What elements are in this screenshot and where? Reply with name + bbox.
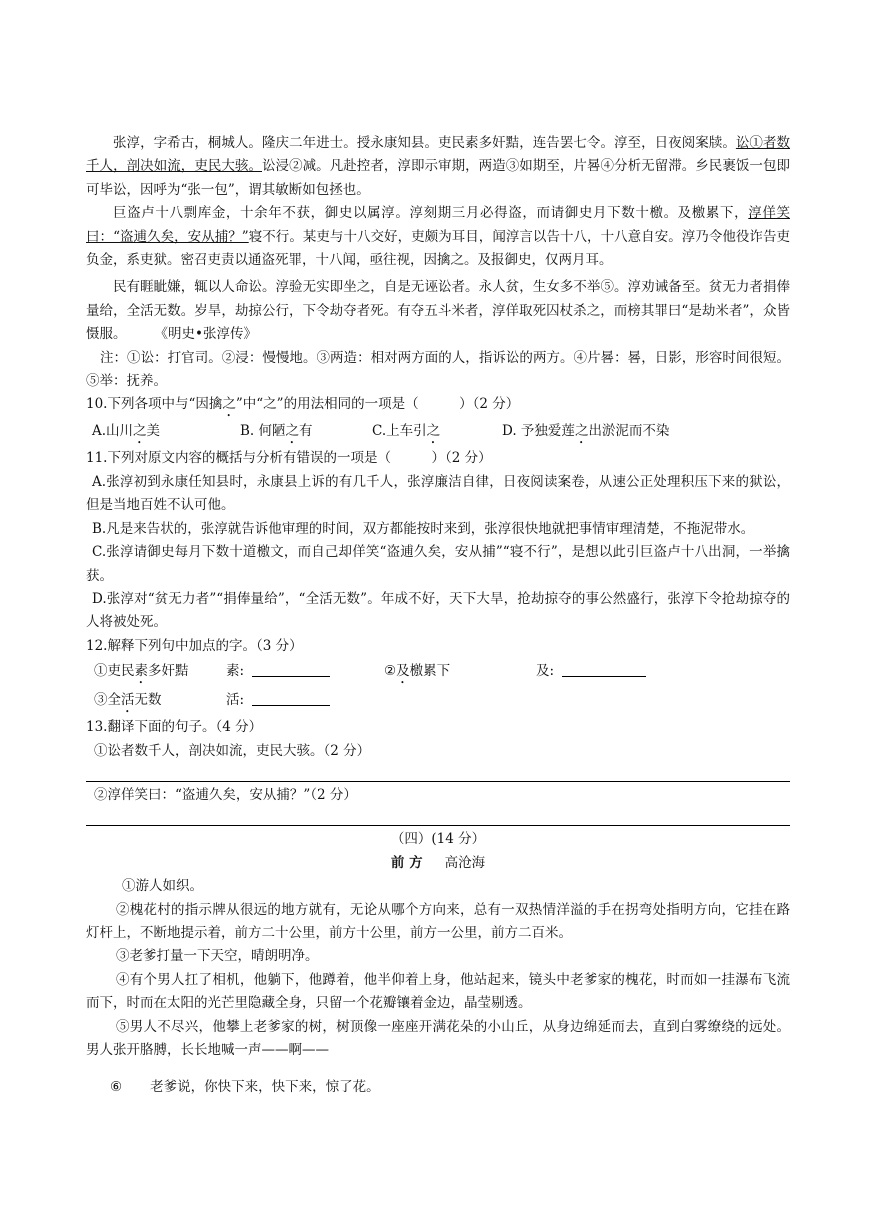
article-paragraph-6-number: ⑥ (110, 1079, 123, 1096)
article-title: 前 方 (390, 854, 423, 871)
q10-option-a: A.山川之美 (92, 423, 161, 440)
article-author: 高沧海 (444, 854, 486, 871)
q11-option-c: C.张淳请御史每月下数十道檄文，而自己却佯笑“盗逋久矣，安从捕”“寝不行”，是想以此引巨盗卢十八出洞，一举擒获。 (86, 544, 790, 584)
q10-option-d: D. 予独爱莲之出淤泥而不染 (502, 423, 670, 440)
underlined-sentence-2: 淳佯笑曰：“盗逋久矣，安从捕？” (86, 205, 790, 245)
question-10-stem: 10.下列各项中与“因擒之”中“之”的用法相同的一项是（ ）（2 分） (86, 396, 520, 413)
q12-answer-blank-3[interactable] (252, 691, 330, 706)
article-paragraph-6 (110, 1076, 790, 1099)
q12-row-1 (94, 658, 790, 687)
q12-item-1-label: 素: (226, 663, 245, 680)
question-13-stem: 13.翻译下面的句子。（4 分） (86, 719, 263, 736)
passage-source: 《明史•张淳传》 (154, 326, 257, 343)
article-paragraph-1: ①游人如织。 (122, 878, 203, 895)
article-paragraph-3: ③老爹打量一下天空，晴朗明净。 (116, 948, 319, 965)
q13-answer-line-2[interactable] (86, 825, 790, 826)
q12-answer-blank-1[interactable] (252, 662, 330, 677)
q10-option-c: C.上车引之 (372, 423, 441, 440)
q13-sentence-2: ②淳佯笑曰：“盗逋久矣，安从捕？”（2 分） (94, 786, 357, 803)
q13-sentence-1: ①讼者数千人，剖决如流，吏民大骇。（2 分） (94, 742, 371, 759)
q12-item-1: ①吏民素多奸黠 (94, 663, 189, 680)
q11-option-d: D.张淳对“贫无力者”“捐俸量给”，“全活无数”。年成不好，天下大旱，抢劫掠夺的事公然盛行，张淳下令抢劫掠夺的人将被处死。 (86, 590, 790, 631)
question-10-options (92, 420, 790, 447)
passage-paragraph-1: 张淳，字希古，桐城人。隆庆二年进士。授永康知县。吏民素多奸黠，连告罢七令。淳至，日夜阅案牍。讼①者数千人，剖决如流，吏民大骇。讼浸②减。凡赴控者，淳即示审期，两造③如期至，片晷④分析无留滞。乡民裹饭一包即可毕讼，因呼为“张一包”，谓其敏断如包拯也。 (86, 135, 791, 198)
q13-answer-line-1[interactable] (86, 781, 790, 782)
section-4-header: （四）(14 分） (390, 831, 486, 848)
q12-item-2: ②及檄累下 (384, 663, 451, 680)
article-paragraph-4: ④有个男人扛了相机，他躺下，他蹲着，他半仰着上身，他站起来，镜头中老爹家的槐花，时而如一挂瀑布飞流而下，时而在太阳的光芒里隐藏全身，只留一个花瓣镶着金边，晶莹剔透。 (86, 971, 790, 1012)
q12-row-2 (94, 687, 790, 716)
q12-answer-blank-2[interactable] (562, 662, 646, 677)
q12-item-3: ③全活无数 (94, 692, 162, 709)
passage-notes: 注：①讼：打官司。②浸：慢慢地。③两造：相对两方面的人，指诉讼的两方。④片晷：晷，日影，形容时间很短。⑤举：抚养。 (86, 349, 790, 390)
passage-paragraph-3: 民有睚眦嫌，辄以人命讼。淳验无实即坐之，自是无诬讼者。永人贫，生女多不举⑤。淳劝诫备至。贫无力者捐俸量给，全活无数。岁旱，劫掠公行，下令劫夺者死。有夺五斗米者，淳佯取死囚杖杀之，而榜其罪曰“是劫米者”，众皆慑服。 《明史•张淳传》 (86, 279, 790, 343)
article-heading (86, 852, 790, 875)
article-paragraph-6-text: 老爹说，你快下来，快下来，惊了花。 (150, 1079, 380, 1096)
underlined-sentence-1: 讼①者数千人，剖决如流，吏民大骇。 (86, 135, 791, 175)
question-12-stem: 12.解释下列句中加点的字。（3 分） (86, 637, 303, 654)
q11-option-a: A.张淳初到永康任知县时，永康县上诉的有几千人，张淳廉洁自律，日夜阅读案卷，从速公正处理积压下来的狱讼，但是当地百姓不认可他。 (86, 473, 790, 514)
question-11-stem: 11.下列对原文内容的概括与分析有错误的一项是（ ）（2 分） (86, 450, 492, 467)
article-paragraph-5: ⑤男人不尽兴，他攀上老爹家的树，树顶像一座座开满花朵的小山丘，从身边绵延而去，直到白雾缭绕的远处。男人张开胳膊，长长地喊一声——啊—— (86, 1018, 790, 1058)
exam-page (86, 132, 790, 1100)
q12-item-3-label: 活: (226, 692, 245, 709)
q10-option-b: B. 何陋之有 (240, 423, 313, 440)
article-paragraph-2: ②槐花村的指示牌从很远的地方就有，无论从哪个方向来，总有一双热情洋溢的手在拐弯处指明方向，它挂在路灯杆上，不断地提示着，前方二十公里，前方十公里，前方一公里，前方二百米。 (86, 901, 790, 941)
q11-option-b: B.凡是来告状的，张淳就告诉他审理的时间，双方都能按时来到，张淳很快地就把事情审理清楚，不拖泥带水。 (92, 520, 755, 537)
passage-paragraph-2: 巨盗卢十八剽库金，十余年不获，御史以属淳。淳刻期三月必得盗，而请御史月下数十檄。及檄累下，淳佯笑曰：“盗逋久矣，安从捕？”寝不行。某吏与十八交好，吏颇为耳目，闻淳言以告十八，十八意自安。淳乃令他役诈告吏负金，系吏狱。密召吏责以通盗死罪，十八闻，亟往视，因擒之。及报御史，仅两月耳。 (86, 205, 791, 269)
q12-item-2-label: 及: (536, 663, 555, 680)
